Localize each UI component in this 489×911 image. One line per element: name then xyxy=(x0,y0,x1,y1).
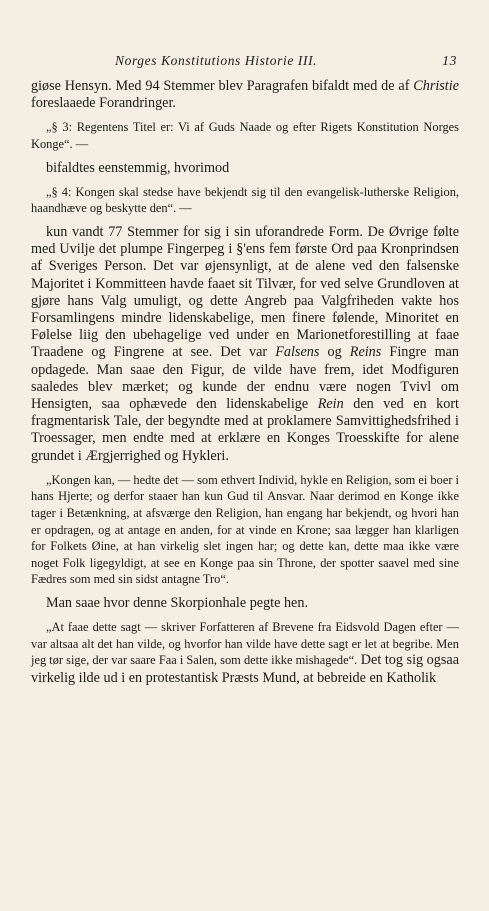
text-run: giøse Hensyn. Med 94 Stemmer blev Paragrafen bifaldt med de af xyxy=(31,78,414,94)
quote-kongen: „Kongen kan, — hedte det — som ethvert Individ, hykle en Religion, som ei boer i hans Hjerte; og derfor staaer han kun Gud til Ansvar. Naar derimod en Konge ikke tager i Betænkning, at afsværge den Religion, han engang har bekjendt, og hvori han er opdragen, og at antage en anden, for at vinde en Krone; saa lægger han klarligen for Folkets Øine, at han virkelig slet ingen har; og dette kan, dette maa ikke være noget Folk ligegyldigt, at see en Konge paa sin Throne, der spotter saavel med sine Fædres som med sin sidst antagne Tro“. xyxy=(31,472,459,587)
italic-name: Rein xyxy=(317,396,344,413)
quote-paragraph-3: „§ 3: Regentens Titel er: Vi af Guds Naade og efter Rigets Konstitution Norges Konge“. — xyxy=(31,120,459,151)
text-run: den ved en kort fragmentarisk Tale, der begyndte med at proklamere Samvittighedsfrihed i Troessager, men endte med at erklære en Konges Troesskifte for alene grundet i Ærgjerrighed og Hykleri. xyxy=(31,396,459,464)
paragraph-2: bifaldtes eenstemmig, hvorimod xyxy=(46,159,230,176)
italic-name: Christie xyxy=(413,78,459,94)
text-run: Det tog sig ogsaa virkelig ilde ud i en protestantisk Præsts Mund, at bebreide en Katholik xyxy=(31,652,459,686)
text-run: Fingre man opdagede. Man saae den Figur, de vilde have frem, idet Modfiguren saaledes blev mærket; og kunde der endnu være nogen Tvivl om Hensigten, saa ophævede den lidenskabelige xyxy=(31,344,460,413)
quote-paragraph-4: „§ 4: Kongen skal stedse have bekjendt sig til den evangelisk-lutherske Religion, haandhæve og beskytte den“. — xyxy=(31,184,459,216)
quote-eidsvold xyxy=(31,619,459,687)
running-header xyxy=(31,0,459,78)
page-number: 13 xyxy=(442,53,457,68)
running-title: Norges Konstitutions Historie III. xyxy=(115,53,318,68)
paragraph-4: Man saae hvor denne Skorpionhale pegte hen. xyxy=(46,594,308,611)
text-run: og xyxy=(319,344,350,361)
paragraph-3 xyxy=(31,224,459,465)
text-run: kun vandt 77 Stemmer for sig i sin uforandrede Form. De Øvrige følte med Uvilje det plumpe Fingerpeg i §'ens fem første Ord paa Kronprindsen af Sveriges Person. Det var øjensynligt, at de alene ved den falsenske Majoritet i Kommitteen havde faaet sit Tilvær, for ved selve Grundloven at gjøre hans Valg umuligt, og dette Angreb paa Valgfriheden vakte hos Forsamlingens mindre lidenskabelige, men finere følende, Minoritet en Følelse liig den ubehagelige ved under en Marionetforestilling at faae Traadene og Fingrene at see. Det var xyxy=(31,223,459,361)
text-run: „At faae dette sagt — skriver Forfatteren af Brevene fra Eidsvold Dagen efter — var altsaa alt det han vilde, og hvorfor han vilde have dette sagt er let at begribe. Men jeg tør sige, der var saare Faa i Salen, som dette ikke mishagede“. xyxy=(31,620,459,668)
italic-name: Falsens xyxy=(275,344,320,361)
text-run: foreslaaede Forandringer. xyxy=(31,95,176,112)
paragraph-1 xyxy=(31,78,459,112)
italic-name: Reins xyxy=(349,344,382,361)
